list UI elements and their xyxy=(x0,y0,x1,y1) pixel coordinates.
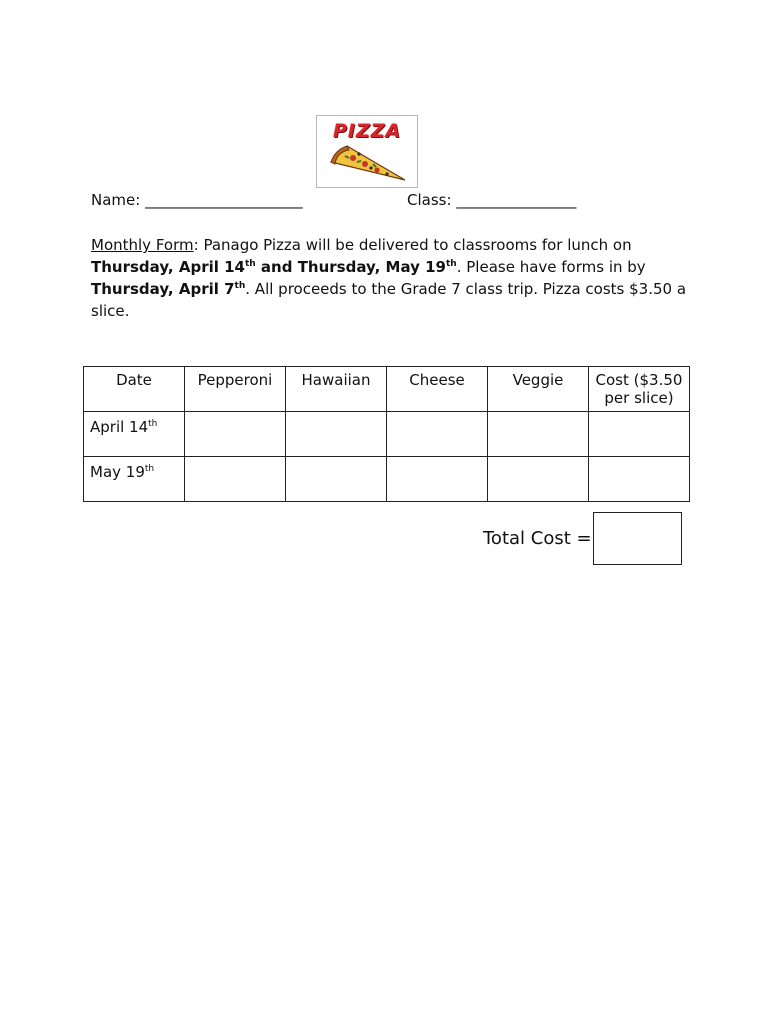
instructions-paragraph xyxy=(91,234,691,322)
header-date: Date xyxy=(84,367,185,412)
table-header-row xyxy=(84,367,690,412)
class-label: Class: xyxy=(407,191,452,209)
header-cost: Cost ($3.50 per slice) xyxy=(589,367,690,412)
paragraph-text-1: : Panago Pizza will be delivered to classrooms for lunch on xyxy=(193,236,632,254)
monthly-form-label: Monthly Form xyxy=(91,236,194,254)
table-row xyxy=(84,412,690,457)
paragraph-text-2: . Please have forms in by xyxy=(456,258,646,276)
pizza-logo-word: PIZZA xyxy=(332,120,402,142)
header-veggie: Veggie xyxy=(488,367,589,412)
date-april-7: Thursday, April 7th xyxy=(91,280,246,298)
row-date: April 14th xyxy=(84,412,185,457)
cell-cheese[interactable] xyxy=(387,457,488,502)
pizza-slice-icon xyxy=(327,142,409,184)
paragraph-and: and xyxy=(255,258,298,276)
header-cheese: Cheese xyxy=(387,367,488,412)
row-date: May 19th xyxy=(84,457,185,502)
cell-hawaiian[interactable] xyxy=(286,412,387,457)
header-pepperoni: Pepperoni xyxy=(185,367,286,412)
date-may-19: Thursday, May 19th xyxy=(297,258,457,276)
cell-veggie[interactable] xyxy=(488,412,589,457)
cell-pepperoni[interactable] xyxy=(185,457,286,502)
header-hawaiian: Hawaiian xyxy=(286,367,387,412)
name-field[interactable] xyxy=(91,191,303,209)
order-table xyxy=(83,366,690,502)
class-field[interactable] xyxy=(407,191,576,209)
paragraph-text-3: . All proceeds to the Grade 7 class trip. Pizza costs $3.50 a slice. xyxy=(91,280,687,320)
cell-veggie[interactable] xyxy=(488,457,589,502)
cell-pepperoni[interactable] xyxy=(185,412,286,457)
table-row xyxy=(84,457,690,502)
date-april-14: Thursday, April 14th xyxy=(91,258,256,276)
cell-hawaiian[interactable] xyxy=(286,457,387,502)
total-cost-label: Total Cost = xyxy=(483,528,592,549)
pizza-logo xyxy=(316,115,418,188)
cell-cost[interactable] xyxy=(589,457,690,502)
cell-cheese[interactable] xyxy=(387,412,488,457)
name-blank[interactable]: _____________________ xyxy=(145,191,303,209)
cell-cost[interactable] xyxy=(589,412,690,457)
name-label: Name: xyxy=(91,191,141,209)
total-cost-box[interactable] xyxy=(593,512,682,565)
class-blank[interactable]: ________________ xyxy=(456,191,577,209)
